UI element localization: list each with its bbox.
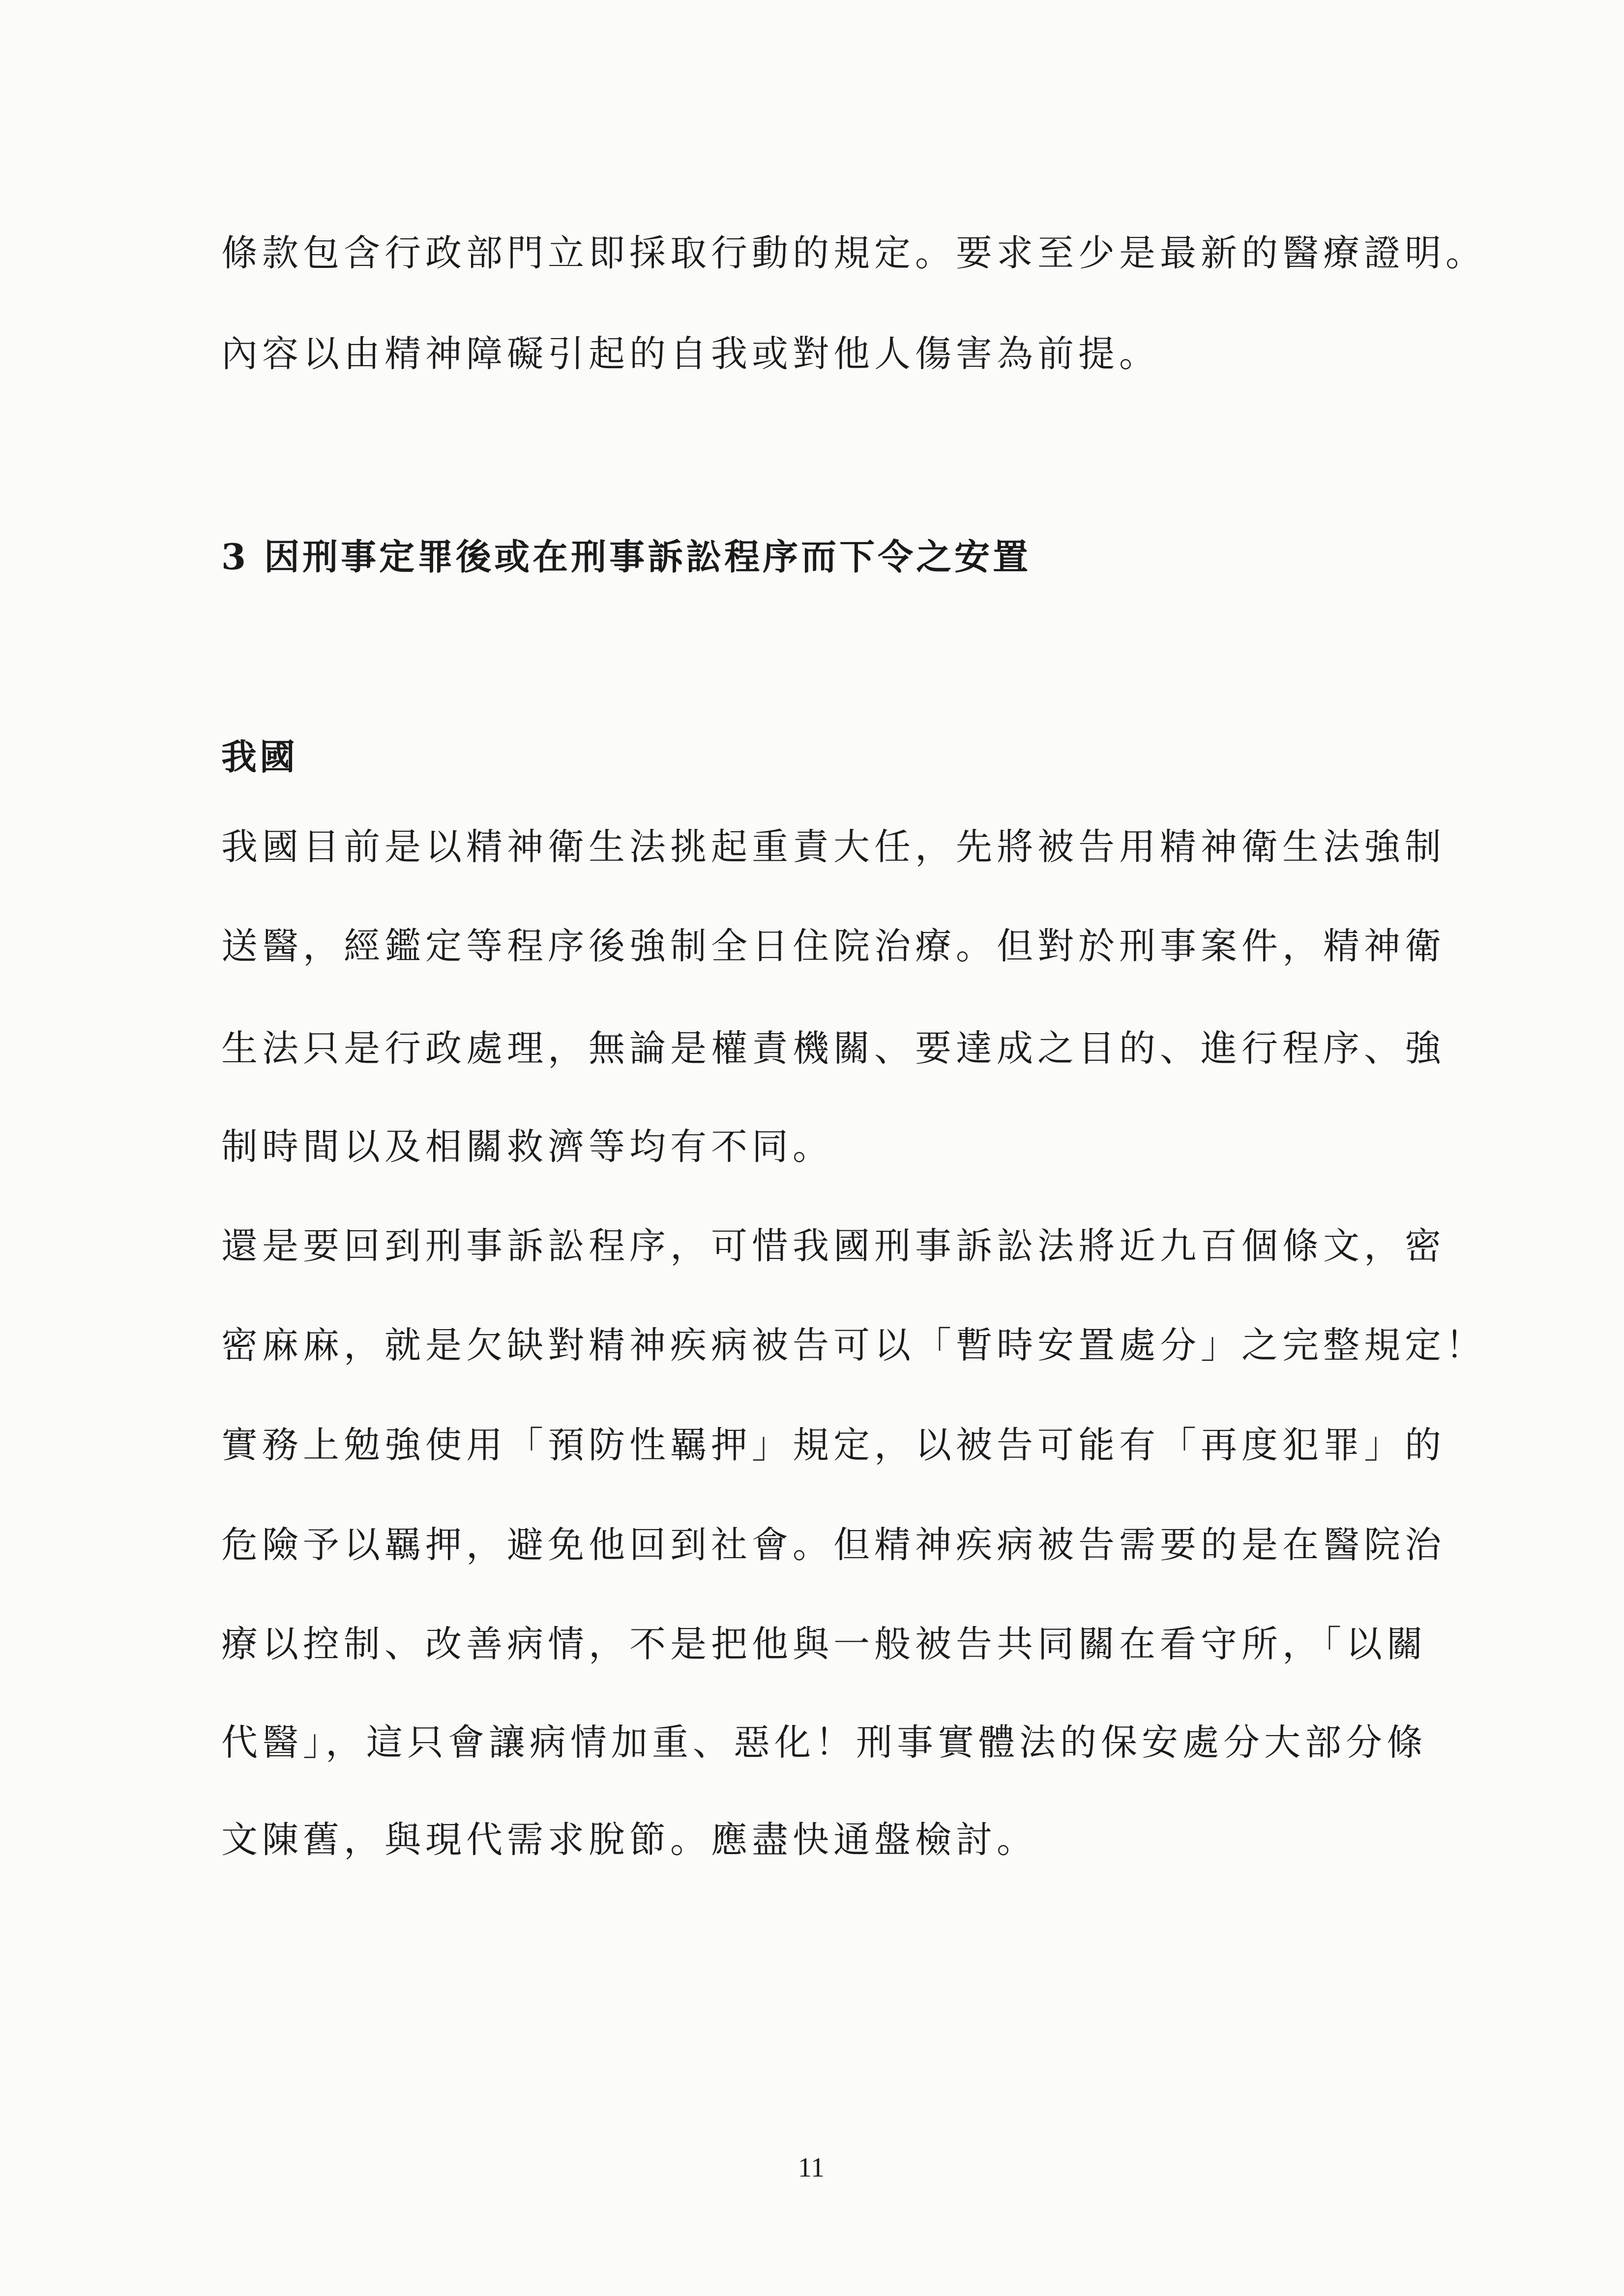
paragraph-2-line-3: 實務上勉強使用「預防性羈押」規定，以被告可能有「再度犯罪」的 xyxy=(221,1424,1446,1466)
paragraph-2-line-2: 密麻麻，就是欠缺對精神疾病被告可以「暫時安置處分」之完整規定！ xyxy=(221,1324,1486,1366)
paragraph-1-line-3: 生法只是行政處理，無論是權責機關、要達成之目的、進行程序、強 xyxy=(221,1027,1446,1070)
paragraph-2-line-6: 代醫」，這只會讓病情加重、惡化！刑事實體法的保安處分大部分條 xyxy=(221,1721,1427,1764)
subheading: 我國 xyxy=(221,736,298,778)
paragraph-2-line-7: 文陳舊，與現代需求脫節。應盡快通盤檢討。 xyxy=(221,1819,1037,1861)
paragraph-1-line-2: 送醫，經鑑定等程序後強制全日住院治療。但對於刑事案件，精神衛 xyxy=(221,925,1446,967)
paragraph-1-line-1: 我國目前是以精神衛生法挑起重責大任，先將被告用精神衛生法強制 xyxy=(221,826,1446,868)
paragraph-1-line-4: 制時間以及相關救濟等均有不同。 xyxy=(221,1126,833,1168)
section-heading: 3 因刑事定罪後或在刑事訴訟程序而下令之安置 xyxy=(221,536,1032,578)
paragraph-2-line-5: 療以控制、改善病情，不是把他與一般被告共同關在看守所，「以關 xyxy=(221,1623,1427,1665)
intro-line-1: 條款包含行政部門立即採取行動的規定。要求至少是最新的醫療證明。 xyxy=(221,232,1486,274)
paragraph-2-line-4: 危險予以羈押，避免他回到社會。但精神疾病被告需要的是在醫院治 xyxy=(221,1524,1446,1566)
page-number: 11 xyxy=(798,2152,825,2183)
intro-line-2: 內容以由精神障礙引起的自我或對他人傷害為前提。 xyxy=(221,333,1160,375)
paragraph-2-line-1: 還是要回到刑事訴訟程序，可惜我國刑事訴訟法將近九百個條文，密 xyxy=(221,1225,1446,1267)
